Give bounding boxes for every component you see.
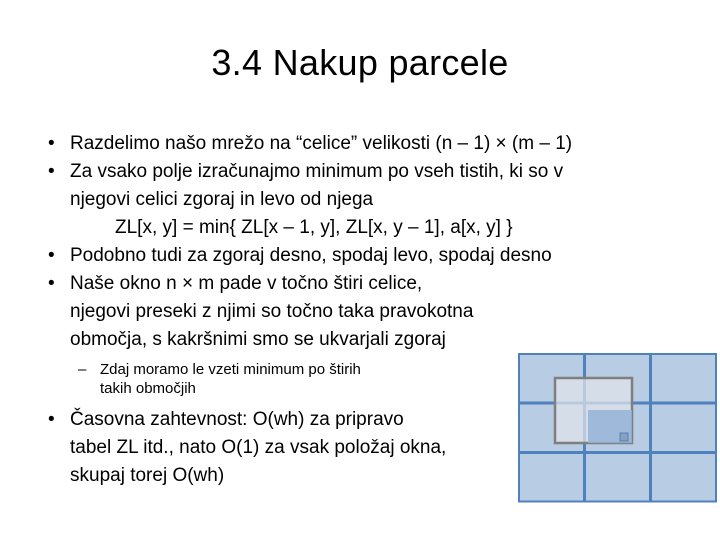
- bullet-minimum-line-2: njegovi celici zgoraj in levo od njega: [70, 189, 374, 210]
- formula-zl: ZL[x, y] = min{ ZL[x – 1, y], ZL[x, y – 1], a[x, y] }: [115, 217, 513, 238]
- bullet-complexity-line-1: • Časovna zahtevnost: O(wh) za pripravo: [70, 409, 404, 430]
- bullet-window-line-3: območja, s kakršnimi smo se ukvarjali zgoraj: [70, 329, 446, 350]
- slide-title: 3.4 Nakup parcele: [211, 42, 509, 83]
- bullet-similar-text: Podobno tudi za zgoraj desno, spodaj levo, spodaj desno: [70, 245, 552, 266]
- grid-cell: [651, 354, 716, 403]
- bullet-cells: [48, 130, 668, 158]
- bullet-complexity: [48, 406, 525, 490]
- bullet-minimum: [48, 158, 668, 242]
- grid-cell: [519, 453, 584, 502]
- sub-bullet-line-1: – Zdaj moramo le vzeti minimum po štirih: [100, 361, 361, 378]
- bullet-similar: [48, 242, 668, 270]
- bullet-window-line-1: • Naše okno n × m pade v točno štiri celice,: [70, 273, 423, 294]
- bullet-cells-text: Razdelimo našo mrežo na “celice” velikosti (n – 1) × (m – 1): [70, 133, 573, 154]
- bullet-window: [48, 270, 525, 354]
- bullet-window-line-2: njegovi preseki z njimi so točno taka pravokotna: [70, 301, 474, 322]
- grid-cell: [585, 453, 650, 502]
- bullet-complexity-line-2: tabel ZL itd., nato O(1) za vsak položaj okna,: [70, 437, 447, 458]
- grid-cell: [651, 453, 716, 502]
- minimum-marker: [620, 433, 628, 441]
- bullet-minimum-line-1: • Za vsako polje izračunajmo minimum po vseh tistih, ki so v: [70, 161, 564, 182]
- sub-bullet-line-2: takih območjih: [100, 380, 196, 397]
- cell-grid-figure: [518, 353, 718, 503]
- grid-cell: [651, 404, 716, 453]
- bullet-complexity-line-3: skupaj torej O(wh): [70, 465, 225, 486]
